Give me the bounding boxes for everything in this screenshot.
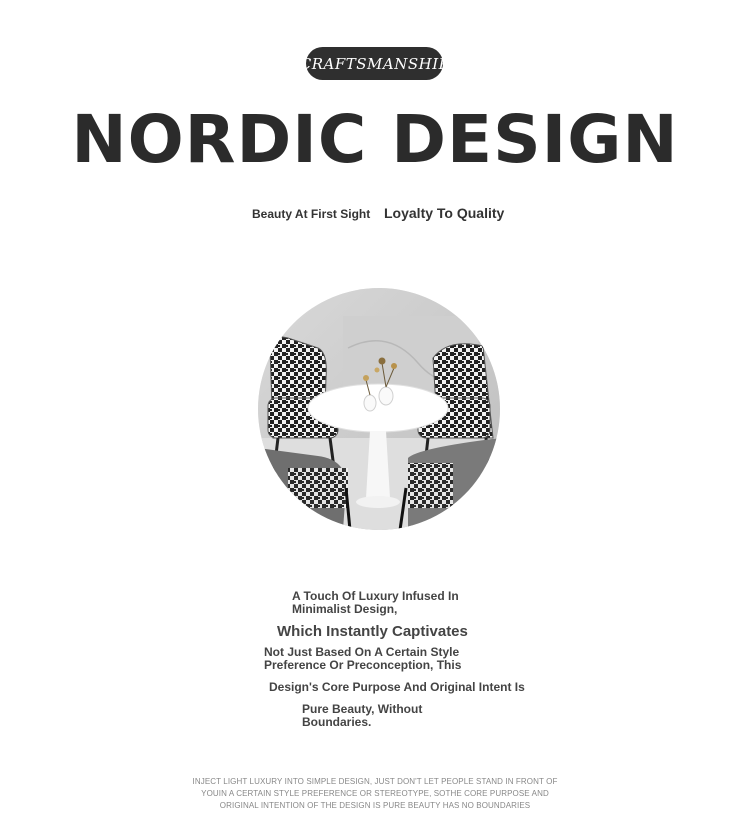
copy-line-1b: Minimalist Design, <box>292 601 398 616</box>
copy-block-1 <box>292 590 459 615</box>
page-title: NORDIC DESIGN <box>71 101 679 178</box>
fine-print-line-2: YOUIN A CERTAIN STYLE PREFERENCE OR STEREOTYPE, SOTHE CORE PURPOSE AND <box>201 789 549 798</box>
round-table-chairs-illustration <box>258 288 500 530</box>
copy-line-5a: Pure Beauty, Without <box>302 702 423 716</box>
copy-line-1a: A Touch Of Luxury Infused In <box>292 589 459 603</box>
subtitle-left: Beauty At First Sight <box>252 207 371 221</box>
copy-block-5 <box>302 703 422 728</box>
craftsmanship-badge: CRAFTSMANSHIP <box>306 47 443 80</box>
copy-line-3a: Not Just Based On A Certain Style <box>264 645 460 659</box>
copy-headline: Which Instantly Captivates <box>277 623 468 640</box>
copy-line-5b: Boundaries. <box>302 714 372 729</box>
copy-block-3 <box>264 646 461 671</box>
copy-line-4: Design's Core Purpose And Original Intent Is <box>269 680 525 694</box>
fine-print-line-1: INJECT LIGHT LUXURY INTO SIMPLE DESIGN, JUST DON'T LET PEOPLE STAND IN FRONT OF <box>192 777 558 786</box>
product-photo <box>258 288 500 530</box>
fine-print <box>0 776 750 812</box>
copy-line-3b: Preference Or Preconception, This <box>264 657 462 672</box>
subtitle-right: Loyalty To Quality <box>384 205 505 221</box>
fine-print-line-3: ORIGINAL INTENTION OF THE DESIGN IS PURE BEAUTY HAS NO BOUNDARIES <box>219 801 531 810</box>
